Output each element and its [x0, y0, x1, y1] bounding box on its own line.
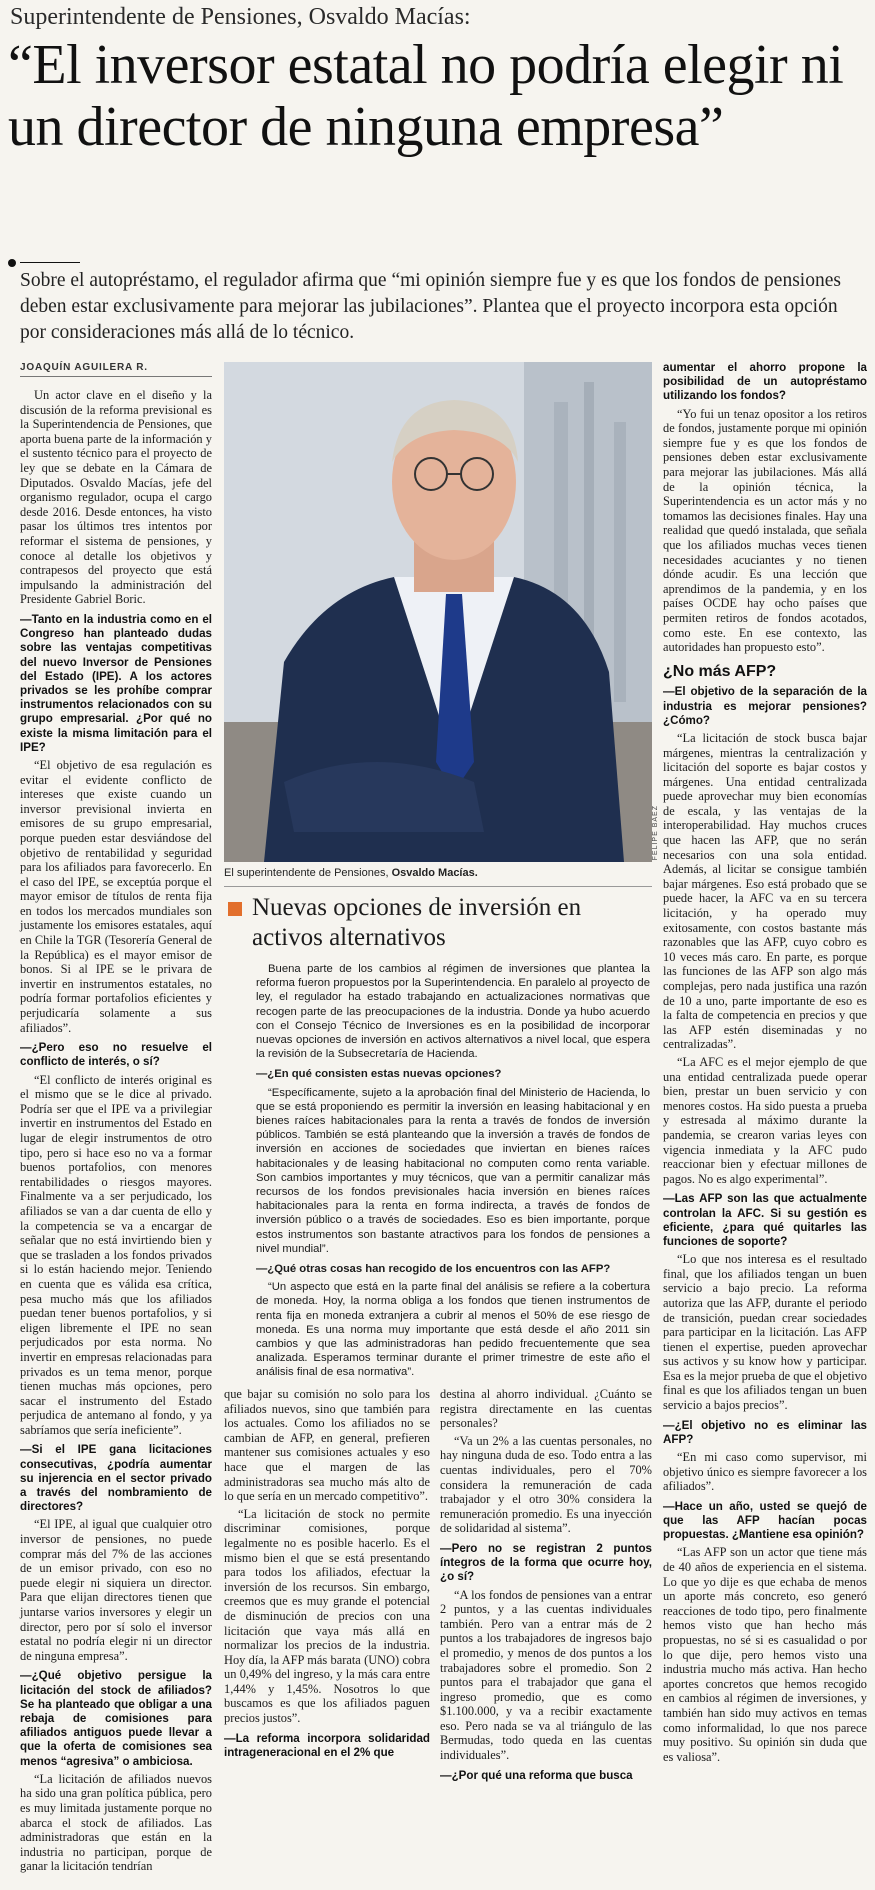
- headline: “El inversor estatal no podría elegir ni un director de ninguna empresa”: [8, 34, 844, 158]
- interview-question: aumentar el ahorro propone la posibilidad de un autopréstamo utilizando los fondos?: [663, 361, 867, 403]
- portrait-illustration: [224, 362, 652, 862]
- paragraph: “Un aspecto que está en la parte final del análisis se refiere a la cobertura de moneda. Hoy, la norma obliga a los fondos que tienen instrumentos de renta fija en moneda extranjera a cubrir al menos el 50% de ese riesgo de moneda. Es una norma muy importante que está desde el año 2011 sin cambios y que las administradoras han pedido frecuentemente que sea analizada. Esperamos terminar durante el primer trimestre de este año el análisis final de esa normativa”.: [256, 1281, 650, 1379]
- paragraph: “El objetivo de esa regulación es evitar el evidente conflicto de intereses que existe cuando un inversor previsional invierta en emisores de su grupo empresarial, porque pueden estar desviándose del objetivo de rentabilidad y seguridad para los afiliados para favorecerlo. En el caso del IPE, se exceptúa porque el mayor emisor de títulos de renta fija en todos los mercados mundiales son justamente los emisores estatales, aquí en Chile la TGR (Tesorería General de la República) es el mayor emisor de bonos. Si al IPE se le privara de invertir en instrumentos estatales, no podría formar portafolios eficientes y perjudicaría solamente a sus afiliados”.: [20, 757, 212, 1035]
- interview-question: —¿Pero eso no resuelve el conflicto de interés, o sí?: [20, 1041, 212, 1069]
- paragraph: Un actor clave en el diseño y la discusión de la reforma previsional es la Superintendencia de Pensiones, que aporta buena parte de la información y el sustento técnico para el proyecto de ley que se debate en la Cámara de Diputados. Osvaldo Macías, jefe del organismo regulador, ocupa el cargo desde 2016. Desde entonces, ha visto pasar los últimos tres intentos por reformar el sistema de pensiones, y conoce al detalle los objetivos y contrapesos del proyecto que está impulsando la administración del Presidente Gabriel Boric.: [20, 388, 212, 607]
- interview-question: —¿El objetivo no es eliminar las AFP?: [663, 1418, 867, 1446]
- sidebar-title: Nuevas opciones de inversión en activos alternativos: [252, 894, 582, 951]
- photo-credit: FELIPE BAEZ: [652, 805, 659, 861]
- paragraph: “Las AFP son un actor que tiene más de 40 años de experiencia en el sistema. Lo que yo dije es que echaba de menos un aporte más concreto, eso generó reacciones de todo tipo, pero finalmente hemos visto que han hecho más propuestas, no sé si es casualidad o por lo que dije, pero hemos visto una industria mucho más activa. Han hecho aportes concretos que hemos recogido en cambios al régimen de inversiones, y también han sido muy activos en temas como informalidad, lo que nos parece muy positivo. Su opinión sin duda que es valiosa”.: [663, 1545, 867, 1764]
- kicker: Superintendente de Pensiones, Osvaldo Macías:: [10, 4, 471, 30]
- section-heading: ¿No más AFP?: [663, 662, 777, 680]
- paragraph: “La licitación de stock busca bajar márgenes, mientras la centralización y licitación del soporte es bajar costos y márgenes. Una entidad centralizada puede aprovechar muy bien economías de escala, y las ventajas de la interoperabilidad. Hay muchos cruces que hacen las AFP, que no serán necesarios con una sola entidad. Además, al licitar se consigue también bajar márgenes. Eso está probado que se puede hacer, la AFC va en su tercera licitación, y ha operado muy exitosamente, con costos bastante más razonables que las AFP, cuyo cobro es 10 veces más caro. En parte, es porque las funciones de las AFP son algo más complejas, pero nada justifica una razón de 10 a uno, parte importante de eso es la falta de competencia en precios y que las AFP estén diseminadas y no centralizadas”.: [663, 730, 867, 1052]
- sidebar-rule: [224, 886, 652, 887]
- paragraph: “La licitación de stock no permite discriminar comisiones, porque legalmente no es posible hacerlo. Es el mismo bien el que se está presentando para todos los afiliados, efectuar la inversión de los recursos. Sin embargo, creemos que es muy grande el potencial de disminución de precios con una licitación que vaya más allá en normalizar los precios de la industria. Hoy día, la AFP más barata (UNO) cobra un 0,49% del ingreso, y la más cara entre 1,44% y 1,45%. Nosotros lo que buscamos es que los afiliados paguen precios justos”.: [224, 1506, 430, 1726]
- paragraph: destina al ahorro individual. ¿Cuánto se registra directamente en las cuentas personales?: [440, 1387, 652, 1431]
- paragraph: que bajar su comisión no solo para los afiliados nuevos, sino que también para los actuales. Como los afiliados no se cambian de AFP, en general, prefieren mantener sus comisiones actuales y eso hace que el margen de las administradoras sea mucho más alto de lo que sería en un mercado competitivo”.: [224, 1387, 430, 1504]
- column-2b: [440, 1387, 652, 1786]
- paragraph: “En mi caso como supervisor, mi objetivo único es siempre favorecer a los afiliados”.: [663, 1450, 867, 1494]
- byline: JOAQUÍN AGUILERA R.: [20, 362, 148, 373]
- column-2a: [224, 1387, 430, 1763]
- interview-question: —¿En qué consisten estas nuevas opciones?: [256, 1068, 502, 1081]
- paragraph: “Va un 2% a las cuentas personales, no hay ninguna duda de eso. Todo entra a las cuentas individuales, pero el 70% considera la remuneración de cada trabajador y el otro 30% considera la remuneración promedio. Es una inyección de solidaridad al sistema”.: [440, 1433, 652, 1536]
- column-3: [663, 361, 867, 1767]
- sidebar-body: [256, 962, 650, 1384]
- caption-text: El superintendente de Pensiones,: [224, 867, 389, 879]
- column-1: [20, 388, 212, 1877]
- interview-question: —La reforma incorpora solidaridad intrageneracional en el 2% que: [224, 1731, 430, 1759]
- caption-name: Osvaldo Macías.: [391, 867, 478, 879]
- photo-caption: [224, 867, 652, 879]
- paragraph: “A los fondos de pensiones van a entrar 2 puntos, y a las cuentas individuales también. Pero van a entrar más de 2 puntos a los trabajadores de ingresos bajo el promedio, y menos de dos puntos a los trabajadores sobre el promedio. Son 2 puntos para el trabajador que gana el ingreso promedio, que es como $1.100.000, y va a recibir exactamente eso. Pero nada se va al triángulo de las Bermudas, todo queda en las cuentas individuales”.: [440, 1587, 652, 1763]
- interview-question: —¿Qué otras cosas han recogido de los encuentros con las AFP?: [256, 1263, 611, 1276]
- interview-question: —El objetivo de la separación de la industria es mejorar pensiones? ¿Cómo?: [663, 685, 867, 727]
- interview-question: —Si el IPE gana licitaciones consecutivas, ¿podría aumentar su injerencia en el sector privado a través del nombramiento de directores?: [20, 1443, 212, 1514]
- portrait-photo: [224, 362, 652, 862]
- paragraph: “Lo que nos interesa es el resultado final, que los afiliados tengan un buen servicio a bajo precio. La reforma autoriza que las AFP, durante el periodo de transición, puedan crear sociedades para participar en la licitación. Las AFP tienen el expertise, pueden aprovechar sus activos y su know how y participar. Esa es la mejor prueba de que el objetivo final es que los afiliados tengan un buen servicio a bajos precios”.: [663, 1252, 867, 1413]
- paragraph: “La AFC es el mejor ejemplo de que una entidad centralizada puede operar bien, prestar un buen servicio y con menores costos. Ha sido puesta a prueba y estresada al máximo durante la pandemia, se crearon varias leyes con vigencia inmediata y la AFC pudo reaccionar bien y efectuar millones de pagos. No es algo experimental”.: [663, 1054, 867, 1186]
- sidebar-marker: [228, 902, 242, 916]
- deck: Sobre el autopréstamo, el regulador afirma que “mi opinión siempre fue y es que los fondos de pensiones deben estar exclusivamente para mejorar las jubilaciones”. Plantea que el proyecto incorpora esta opción por consideraciones más allá de lo técnico.: [20, 270, 841, 343]
- paragraph: “Yo fui un tenaz opositor a los retiros de fondos, justamente porque mi opinión siempre fue y es que los fondos de pensiones deben estar exclusivamente para mejorar las jubilaciones. Más allá de la opinión técnica, la Superintendencia es un actor más y no tomamos las decisiones finales. Hay una realidad que quedó instalada, que señala que los afiliados muchas veces tienen necesidades acuciantes y no tienen dónde acudir. Es una lección que aprendimos de la pandemia, y en los países OCDE hay ocho países que permiten retiros de fondos acotados, como este. En ese contexto, las autoridades han propuesto esto”.: [663, 406, 867, 655]
- paragraph: Buena parte de los cambios al régimen de inversiones que plantea la reforma fueron propuestos por la Superintendencia. En paralelo al proyecto de ley, el regulador ha estado trabajando en actualizaciones normativas que recogen parte de las preocupaciones de la industria. Donde ya hubo acuerdo con el Consejo Técnico de Inversiones es en la posibilidad de incorporar nuevas opciones de inversión en activos alternativos a nivel local, que espera la revisión de la Subsecretaría de Hacienda.: [256, 963, 650, 1061]
- interview-question: —¿Por qué una reforma que busca: [440, 1768, 633, 1782]
- interview-question: —Pero no se registran 2 puntos íntegros de la forma que ocurre hoy, ¿o sí?: [440, 1541, 652, 1584]
- interview-question: —Tanto en la industria como en el Congreso han planteado dudas sobre las ventajas competitivas del nuevo Inversor de Pensiones del Estado (IPE). A los actores privados se les prohíbe comprar instrumentos relacionados con su grupo empresarial. ¿Por qué no existe la misma limitación para el IPE?: [20, 612, 212, 754]
- interview-question: —Las AFP son las que actualmente controlan la AFC. Si su gestión es eficiente, ¿para qué quitarles las funciones de soporte?: [663, 1192, 867, 1248]
- interview-question: —¿Qué objetivo persigue la licitación del stock de afiliados? Se ha planteado que obligar a una rebaja de comisiones para afiliados antiguos puede llevar a que la oferta de comisiones sea menos “agresiva” o ambiciosa.: [20, 1669, 212, 1768]
- paragraph: “El IPE, al igual que cualquier otro inversor de pensiones, no puede comprar más del 7% de las acciones de un emisor privado, con eso no puede elegir ni siquiera un director. Para que elijan directores tienen que juntarse varios inversores y elegir un director, pero por sí solo el inversor estatal no podría elegir ni un director de ninguna empresa”.: [20, 1517, 212, 1663]
- paragraph: “Específicamente, sujeto a la aprobación final del Ministerio de Hacienda, lo que se está proponiendo es permitir la inversión en leasing habitacional y en bienes raíces habitacionales para la renta a través de fondos de inversión públicos. También se está planteando que la inversión a través de fondos de inversión en acciones de sociedades que inviertan en bienes raíces habitacionales y de leasing habitacional no computen como renta variable. Son cambios importantes y muy técnicos, que van a permitir canalizar más recursos de los fondos previsionales hacia inversión en bienes raíces habitacionales para la renta en forma indirecta, a través de fondos de inversión público o a través de sociedades. Eso es bien importante, porque estos instrumentos son bastante atractivos para los fondos de pensiones a nivel mundial”.: [256, 1086, 650, 1255]
- paragraph: “La licitación de afiliados nuevos ha sido una gran política pública, pero es muy limitada justamente porque no abarca el stock de afiliados. Las administradoras que están en la industria no participan, porque de ganar la licitación tendrían: [20, 1771, 212, 1874]
- paragraph: “El conflicto de interés original es el mismo que se le dice al privado. Podría ser que el IPE va a privilegiar invertir en instrumentos del Estado en lugar de elegir instrumentos de otro tipo, pero si hace eso no va a formar buenos portafolios, con menores rentabilidades o riesgos mayores. Finalmente va a ser perjudicado, los afiliados se van a dar cuenta de ello y la competencia se va a encargar de señalar que no está invirtiendo bien y que se trasladen a los fondos privados si lo están haciendo mejor. Teniendo en cuenta que es válida esa crítica, pesa mucho más que los afiliados puedan tener buenos portafolios, y si eligen libremente el IPE no sean perjudicados por esta norma. No invertir en empresas relacionadas para privados es un tema menor, porque tienen muchas más opciones, pero sacar el instrumento del Estado perjudica de antemano al fondo, y ya sabríamos que sería ineficiente”.: [20, 1072, 212, 1437]
- deck-bullet: [8, 259, 16, 267]
- deck-rule: [20, 262, 80, 263]
- byline-rule: [20, 376, 212, 377]
- interview-question: —Hace un año, usted se quejó de que las AFP hacían pocas propuestas. ¿Mantiene esa opinión?: [663, 1499, 867, 1542]
